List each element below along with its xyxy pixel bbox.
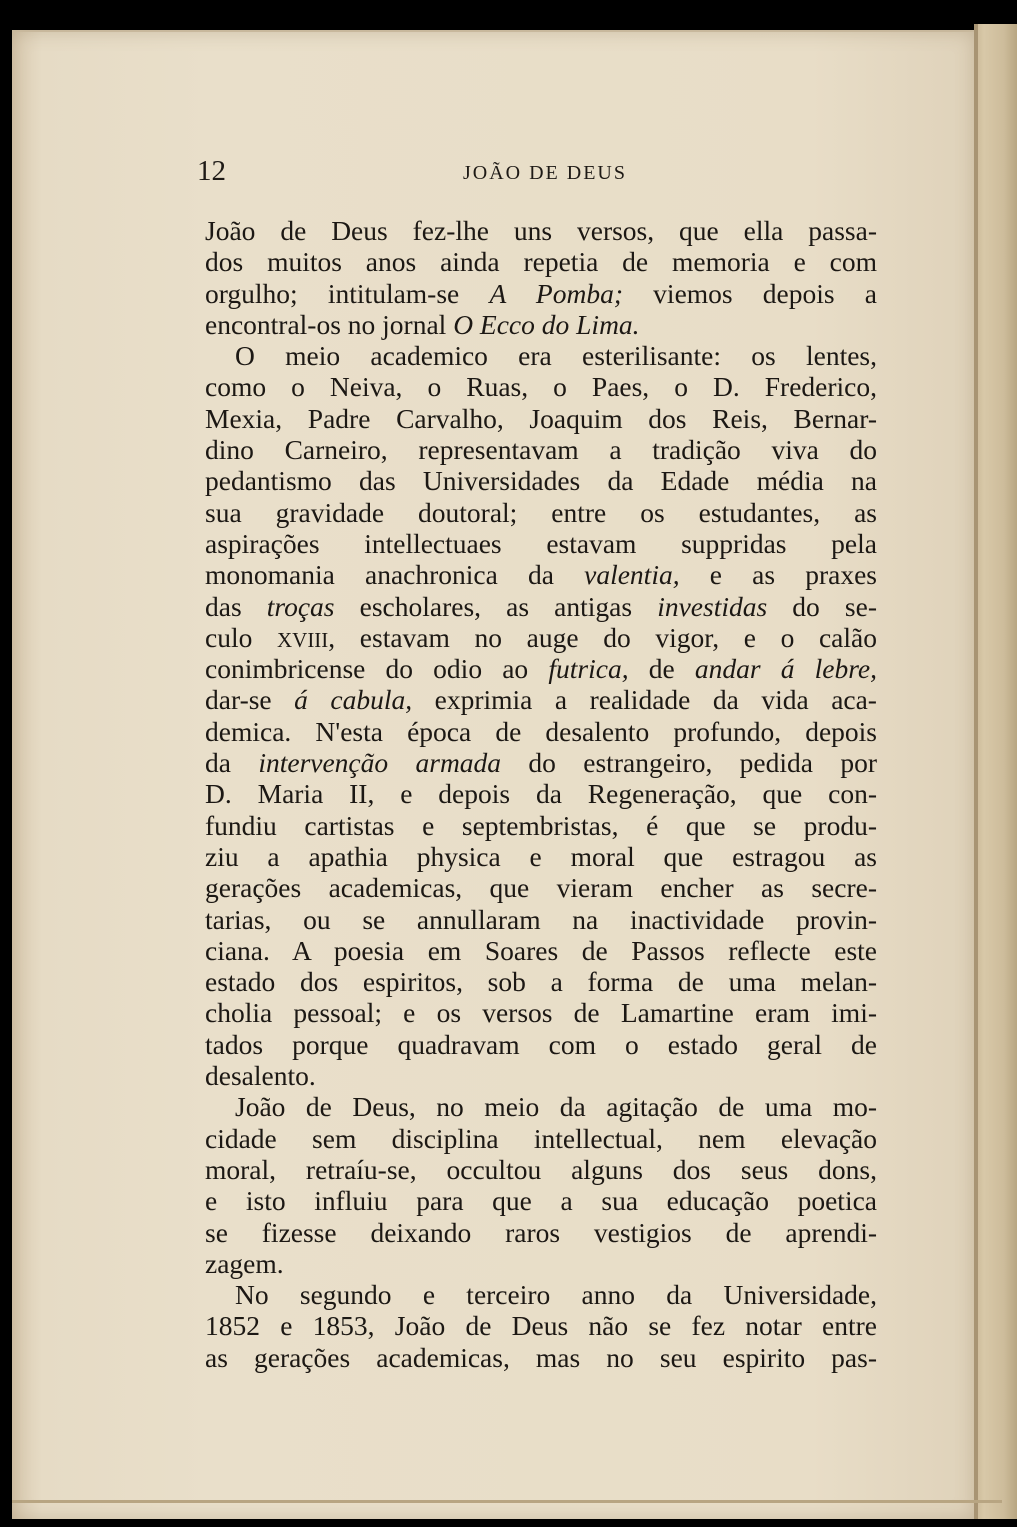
text-run: gerações academicas, que vieram encher as secre-: [205, 872, 877, 904]
text-run: demica. N'esta época de desalento profundo, depois: [205, 715, 877, 747]
text-run: João de Deus fez-lhe uns versos, que ella passa-: [205, 215, 877, 246]
text-run: ziu a apathia physica e moral que estragou as: [205, 840, 877, 872]
text-line: [205, 622, 877, 653]
text-run: do se-: [767, 590, 877, 622]
text-run: as gerações academicas, mas no seu espirito pas-: [205, 1341, 877, 1373]
text-run: das: [205, 590, 267, 622]
text-line: [205, 1029, 877, 1060]
text-line: [205, 778, 877, 809]
text-line: [205, 872, 877, 903]
text-run: D. Maria II, e depois da Regeneração, que con-: [205, 778, 877, 810]
italic-title: A Pomba;: [489, 277, 623, 309]
italic-term: futrica,: [548, 653, 629, 685]
text-run: encontral-os no jornal: [205, 308, 454, 340]
text-run: de: [628, 653, 695, 685]
text-run: 1852 e 1853, João de Deus não se fez notar entre: [205, 1310, 877, 1342]
italic-term: investidas: [657, 590, 768, 622]
text-line: [205, 591, 877, 622]
text-run: e as praxes: [679, 559, 877, 591]
body-text: [205, 215, 877, 1373]
text-line: [205, 1310, 877, 1341]
text-line: [205, 904, 877, 935]
text-run: desalento.: [205, 1060, 316, 1092]
italic-term: intervenção armada: [258, 747, 502, 779]
italic-term: troças: [266, 590, 335, 622]
text-run: cidade sem disciplina intellectual, nem elevação: [205, 1122, 877, 1154]
italic-term: valentia,: [584, 559, 680, 591]
text-run: pedantismo das Universidades da Edade média na: [205, 465, 877, 497]
text-run: dos muitos anos ainda repetia de memoria e com: [205, 246, 877, 278]
text-line: [205, 997, 877, 1028]
text-line: [205, 309, 877, 340]
text-line: [205, 215, 877, 246]
text-run: ciana. A poesia em Soares de Passos reflecte este: [205, 934, 877, 966]
text-run: exprimia a realidade da vida aca-: [412, 684, 877, 716]
text-run: estado dos espiritos, sob a forma de uma melan-: [205, 966, 877, 998]
text-line: [205, 684, 877, 715]
text-line: [205, 841, 877, 872]
text-run: conimbricense do odio ao: [205, 653, 549, 685]
text-run: orgulho; intitulam-se: [205, 277, 490, 309]
text-line: [205, 810, 877, 841]
text-line: [205, 1060, 877, 1091]
italic-term: andar á lebre,: [694, 653, 877, 685]
text-line: [205, 528, 877, 559]
text-line: [205, 1279, 877, 1310]
text-line: [205, 371, 877, 402]
text-line: [205, 434, 877, 465]
running-head: [197, 155, 627, 187]
text-line: [205, 497, 877, 528]
text-line: [205, 1091, 877, 1122]
text-run: , estavam no auge do vigor, e o calão: [328, 621, 877, 653]
text-line: [205, 935, 877, 966]
text-run: O meio academico era esterilisante: os lentes,: [235, 340, 877, 372]
text-run: escholares, as antigas: [334, 590, 658, 622]
text-run: zagem.: [205, 1247, 284, 1279]
text-line: [205, 559, 877, 590]
text-line: [205, 1342, 877, 1373]
text-line: [205, 465, 877, 496]
text-run: aspirações intellectuaes estavam suppridas pela: [205, 527, 877, 559]
text-run: como o Neiva, o Ruas, o Paes, o D. Frederico,: [205, 371, 877, 403]
italic-title: O Ecco do Lima.: [453, 308, 640, 340]
next-page-edge: [974, 24, 1017, 1519]
text-line: [205, 716, 877, 747]
text-run: fundiu cartistas e septembristas, é que se produ-: [205, 809, 877, 841]
text-line: [205, 340, 877, 371]
text-run: viemos depois a: [623, 277, 877, 309]
text-run: monomania anachronica da: [205, 559, 585, 591]
text-run: tarias, ou se annullaram na inactividade provin-: [205, 903, 877, 935]
page-number: 12: [197, 155, 226, 187]
running-head-title: JOÃO DE DEUS: [463, 162, 627, 184]
italic-term: á cabula,: [294, 684, 413, 716]
text-line: [205, 1248, 877, 1279]
text-run: cholia pessoal; e os versos de Lamartine eram imi-: [205, 997, 877, 1029]
page-bottom-edge: [12, 1500, 1002, 1503]
text-run: do estrangeiro, pedida por: [501, 747, 877, 779]
text-run: Mexia, Padre Carvalho, Joaquim dos Reis, Bernar-: [205, 402, 877, 434]
page-fold-edge: [974, 24, 978, 1519]
text-run: tados porque quadravam com o estado geral de: [205, 1028, 877, 1060]
text-run: dar-se: [205, 684, 295, 716]
text-line: [205, 1217, 877, 1248]
text-line: [205, 747, 877, 778]
text-run: dino Carneiro, representavam a tradição viva do: [205, 434, 877, 466]
text-line: [205, 246, 877, 277]
text-run: moral, retraíu-se, occultou alguns dos seus dons,: [205, 1153, 877, 1185]
text-line: [205, 278, 877, 309]
text-run: sua gravidade doutoral; entre os estudantes, as: [205, 496, 877, 528]
text-run: João de Deus, no meio da agitação de uma mo-: [235, 1091, 877, 1123]
text-line: [205, 966, 877, 997]
text-run: da: [205, 747, 259, 779]
text-run: No segundo e terceiro anno da Universidade,: [235, 1279, 877, 1311]
text-line: [205, 653, 877, 684]
text-line: [205, 1154, 877, 1185]
text-run: e isto influiu para que a sua educação poetica: [205, 1185, 877, 1217]
text-run: culo: [205, 621, 277, 653]
small-caps-century: XVIII: [276, 627, 329, 652]
text-line: [205, 403, 877, 434]
text-line: [205, 1123, 877, 1154]
text-run: se fizesse deixando raros vestigios de aprendi-: [205, 1216, 877, 1248]
text-line: [205, 1185, 877, 1216]
